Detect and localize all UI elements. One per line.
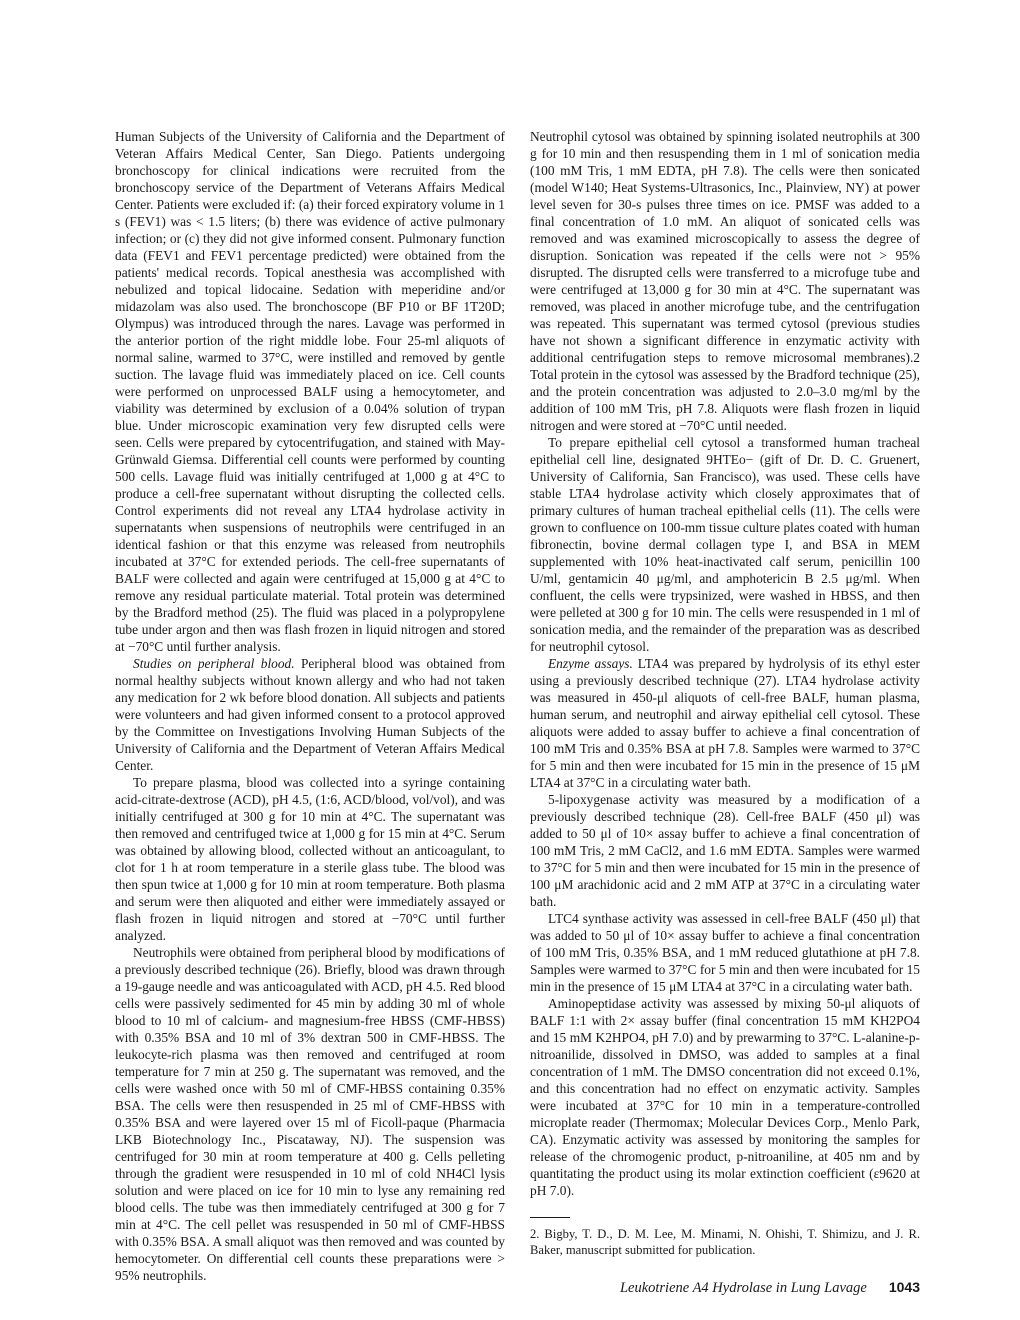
enzyme-assays-text: LTA4 was prepared by hydrolysis of its ethyl ester using a previously described technique (27). LTA4 hydrolase activity was measured in 450-μl aliquots of cell-free BALF, human plasma, human serum, and neutrophil and airway epithelial cell cytosol. These aliquots were added to assay buffer to achieve a final concentration of 100 mM Tris and 0.35% BSA at pH 7.8. Samples were warmed to 37°C for 5 min and then were incubated for 15 min in the presence of 15 μM LTA4 at 37°C in a circulating water bath. bbox=[530, 656, 920, 790]
peripheral-blood-paragraph bbox=[115, 655, 505, 774]
bronchoscopy-paragraph: Human Subjects of the University of California and the Department of Veteran Affairs Medical Center, San Diego. Patients undergoing bronchoscopy for clinical indications were recruited from the bronchoscopy service of the Department of Veterans Affairs Medical Center. Patients were excluded if: (a) their forced expiratory volume in 1 s (FEV1) was < 1.5 liters; (b) there was evidence of active pulmonary infection; or (c) they did not give informed consent. Pulmonary function data (FEV1 and FEV1 percentage predicted) were obtained from the patients' medical records. Topical anesthesia was accomplished with nebulized and topical lidocaine. Sedation with meperidine and/or midazolam was also used. The bronchoscope (BF P10 or BF 1T20D; Olympus) was introduced through the nares. Lavage was performed in the anterior portion of the right middle lobe. Four 25-ml aliquots of normal saline, warmed to 37°C, were instilled and removed by gentle suction. The lavage fluid was immediately placed on ice. Cell counts were performed on unprocessed BALF using a hemocytometer, and viability was determined by exclusion of a 0.04% solution of trypan blue. Under microscopic examination very few disrupted cells were seen. Cells were prepared by cytocentrifugation, and stained with May-Grünwald Giemsa. Differential cell counts were performed by counting 500 cells. Lavage fluid was initially centrifuged at 1,000 g at 4°C to produce a cell-free supernatant without disrupting the collected cells. Control experiments did not reveal any LTA4 hydrolase activity in supernatants when suspensions of neutrophils were centrifuged in an identical fashion or that this enzyme was released from neutrophils incubated at 37°C for extended periods. The cell-free supernatants of BALF were collected and again were centrifuged at 15,000 g at 4°C to remove any residual particulate material. Total protein was determined by the Bradford method (25). The fluid was placed in a polypropylene tube under argon and then was flash frozen in liquid nitrogen and stored at −70°C until further analysis. bbox=[115, 129, 505, 654]
footnote: 2. Bigby, T. D., D. M. Lee, M. Minami, N. Ohishi, T. Shimizu, and J. R. Baker, manuscript submitted for publication. bbox=[530, 1227, 920, 1257]
left-column bbox=[115, 128, 505, 1284]
enzyme-assays-paragraph bbox=[530, 655, 920, 791]
page-number: 1043 bbox=[888, 1279, 920, 1295]
running-title: Leukotriene A4 Hydrolase in Lung Lavage bbox=[619, 1280, 867, 1296]
right-column bbox=[530, 128, 920, 1258]
peripheral-blood-heading: Studies on peripheral blood. bbox=[133, 656, 295, 671]
enzyme-assays-heading: Enzyme assays. bbox=[548, 656, 633, 671]
ltc4-synthase-paragraph: LTC4 synthase activity was assessed in cell-free BALF (450 μl) that was added to 50 μl of 10× assay buffer to achieve a final concentration of 100 mM Tris, 0.35% BSA, and 1 mM reduced glutathione at pH 7.8. Samples were warmed to 37°C for 5 min and then were incubated for 15 min in the presence of 15 μM LTA4 at 37°C in a circulating water bath. bbox=[530, 911, 920, 994]
page-footer bbox=[530, 1279, 920, 1297]
footnote-divider bbox=[530, 1217, 570, 1218]
lipoxygenase-paragraph: 5-lipoxygenase activity was measured by a modification of a previously described technique (28). Cell-free BALF (450 μl) was added to 50 μl of 10× assay buffer to achieve a final concentration of 100 mM Tris, 2 mM CaCl2, and 1.6 mM EDTA. Samples were warmed to 37°C for 5 min and then were incubated for 15 min in the presence of 100 μM arachidonic acid and 2 mM ATP at 37°C in a circulating water bath. bbox=[530, 792, 920, 909]
plasma-paragraph: To prepare plasma, blood was collected into a syringe containing acid-citrate-dextrose (ACD), pH 4.5, (1:6, ACD/blood, vol/vol), and was initially centrifuged at 300 g for 10 min at 4°C. The supernatant was then removed and centrifuged twice at 1,000 g for 15 min at 4°C. Serum was obtained by allowing blood, collected without an anticoagulant, to clot for 1 h at room temperature in a sterile glass tube. The blood was then spun twice at 1,000 g for 10 min at room temperature. Both plasma and serum were then aliquoted and either were immediately assayed or flash frozen in liquid nitrogen and stored at −70°C until further analyzed. bbox=[115, 775, 505, 943]
neutrophil-cytosol-paragraph: Neutrophil cytosol was obtained by spinning isolated neutrophils at 300 g for 10 min and then resuspending them in 1 ml of sonication media (100 mM Tris, 1 mM EDTA, pH 7.8). The cells were then sonicated (model W140; Heat Systems-Ultrasonics, Inc., Plainview, NY) at power level seven for 30-s pulses three times on ice. PMSF was added to a final concentration of 1.0 mM. An aliquot of sonicated cells was removed and was examined microscopically to assess the degree of disruption. Sonication was repeated if the cells were not > 95% disrupted. The disrupted cells were transferred to a microfuge tube and were centrifuged at 13,000 g for 30 min at 4°C. The supernatant was removed, was placed in another microfuge tube, and the centrifugation was repeated. This supernatant was termed cytosol (previous studies have not shown a significant difference in enzymatic activity with additional centrifugation steps to remove microsomal membranes).2 Total protein in the cytosol was assessed by the Bradford technique (25), and the protein concentration was adjusted to 2.0–3.0 mg/ml by the addition of 100 mM Tris, pH 7.8. Aliquots were flash frozen in liquid nitrogen and were stored at −70°C until needed. bbox=[530, 129, 920, 433]
neutrophils-paragraph: Neutrophils were obtained from peripheral blood by modifications of a previously described technique (26). Briefly, blood was drawn through a 19-gauge needle and was anticoagulated with ACD, pH 4.5. Red blood cells were passively sedimented for 45 min by adding 30 ml of whole blood to 10 ml of calcium- and magnesium-free HBSS (CMF-HBSS) with 0.35% BSA and 10 ml of 3% dextran 500 in CMF-HBSS. The leukocyte-rich plasma was then removed and centrifuged at room temperature for 7 min at 250 g. The supernatant was removed, and the cells were washed once with 50 ml of CMF-HBSS containing 0.35% BSA. The cells were then resuspended in 25 ml of CMF-HBSS with 0.35% BSA and were layered over 15 ml of Ficoll-paque (Pharmacia LKB Biotechnology Inc., Piscataway, NJ). The suspension was centrifuged for 30 min at room temperature at 400 g. Cells pelleting through the gradient were resuspended in 10 ml of cold NH4Cl lysis solution and were placed on ice for 10 min to lyse any remaining red blood cells. The tube was then immediately centrifuged at 300 g for 7 min at 4°C. The cell pellet was resuspended in 50 ml of CMF-HBSS with 0.35% BSA. A small aliquot was then removed and was counted by hemocytometer. On differential cell counts these preparations were > 95% neutrophils. bbox=[115, 945, 505, 1283]
epithelial-cytosol-paragraph: To prepare epithelial cell cytosol a transformed human tracheal epithelial cell line, designated 9HTEo− (gift of Dr. D. C. Gruenert, University of California, San Francisco), was used. These cells have stable LTA4 hydrolase activity which closely approximates that of primary cultures of human tracheal epithelial cells (11). The cells were grown to confluence on 100-mm tissue culture plates coated with human fibronectin, bovine dermal collagen type I, and BSA in MEM supplemented with 10% heat-inactivated calf serum, penicillin 100 U/ml, gentamicin 40 μg/ml, and amphotericin B 2.5 μg/ml. When confluent, the cells were trypsinized, were washed in HBSS, and then were pelleted at 300 g for 10 min. The cells were resuspended in 1 ml of sonication media, and the remainder of the preparation was as described for neutrophil cytosol. bbox=[530, 435, 920, 654]
aminopeptidase-paragraph: Aminopeptidase activity was assessed by mixing 50-μl aliquots of BALF 1:1 with 2× assay buffer (final concentration 15 mM KH2PO4 and 15 mM K2HPO4, pH 7.0) and by prewarming to 37°C. L-alanine-p-nitroanilide, dissolved in DMSO, was added to samples at a final concentration of 1 mM. The DMSO concentration did not exceed 0.1%, and this concentration had no effect on enzymatic activity. Samples were incubated at 37°C for 10 min in a temperature-controlled microplate reader (Thermomax; Molecular Devices Corp., Menlo Park, CA). Enzymatic activity was assessed by monitoring the samples for release of the chromogenic product, p-nitroaniline, at 405 nm and by quantitating the product using its molar extinction coefficient (ε9620 at pH 7.0). bbox=[530, 996, 920, 1198]
peripheral-blood-text: Peripheral blood was obtained from normal healthy subjects without known allergy and who had not taken any medication for 2 wk before blood donation. All subjects and patients were volunteers and had given informed consent to a protocol approved by the Committee on Investigations Involving Human Subjects of the University of California and the Department of Veteran Affairs Medical Center. bbox=[115, 656, 506, 773]
